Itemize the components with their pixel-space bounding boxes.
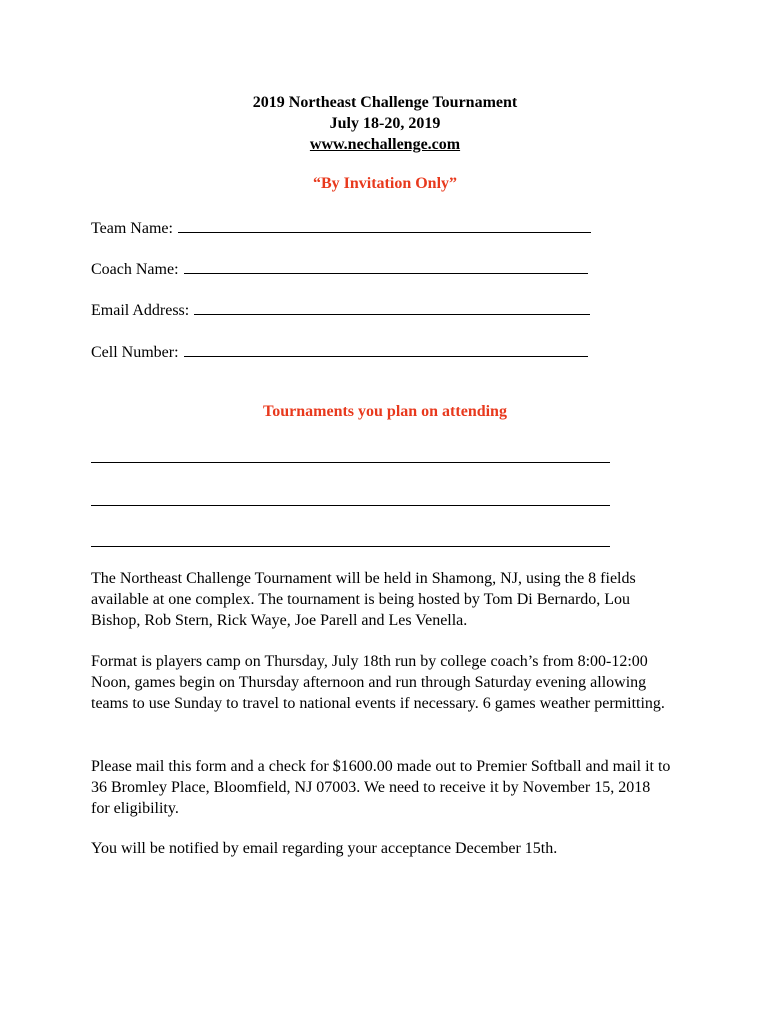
- tournament-location-paragraph: The Northeast Challenge Tournament will be held in Shamong, NJ, using the 8 fields available at one complex. The tournament is being hosted by Tom Di Bernardo, Lou Bishop, Rob Stern, Rick Waye, Joe Parell and Les Venella.: [91, 570, 636, 629]
- coach-name-input-line[interactable]: [184, 259, 588, 274]
- tournament-attending-line-3[interactable]: [91, 546, 610, 547]
- tournament-format-paragraph: Format is players camp on Thursday, July 18th run by college coach’s from 8:00-12:00 Noon, games begin on Thursday afternoon and run through Saturday evening allowing teams to use Sunday to travel to national events if necessary. 6 games weather permitting.: [91, 653, 665, 712]
- tournament-dates: July 18-20, 2019: [329, 115, 441, 132]
- team-name-input-line[interactable]: [178, 218, 591, 233]
- tournament-website-link[interactable]: www.nechallenge.com: [309, 136, 461, 153]
- tournament-title: 2019 Northeast Challenge Tournament: [252, 94, 518, 111]
- team-name-field[interactable]: [91, 218, 591, 238]
- cell-number-field[interactable]: [91, 342, 588, 362]
- tournament-attending-line-1[interactable]: [91, 462, 610, 463]
- cell-number-label: Cell Number:: [91, 344, 179, 361]
- tournament-attending-line-2[interactable]: [91, 505, 610, 506]
- coach-name-field[interactable]: [91, 259, 588, 279]
- invitation-notice: “By Invitation Only”: [312, 175, 458, 192]
- notification-paragraph: You will be notified by email regarding your acceptance December 15th.: [91, 840, 558, 857]
- cell-number-input-line[interactable]: [184, 342, 588, 357]
- tournaments-attending-heading: Tournaments you plan on attending: [263, 403, 507, 420]
- payment-instructions-paragraph: Please mail this form and a check for $1600.00 made out to Premier Softball and mail it to 36 Bromley Place, Bloomfield, NJ 07003. We need to receive it by November 15, 2018 for eligibility.: [91, 758, 671, 817]
- email-address-input-line[interactable]: [194, 300, 590, 315]
- coach-name-label: Coach Name:: [91, 261, 179, 278]
- document-header: [0, 92, 770, 155]
- email-address-field[interactable]: [91, 300, 590, 320]
- email-address-label: Email Address:: [91, 302, 190, 319]
- team-name-label: Team Name:: [91, 220, 173, 237]
